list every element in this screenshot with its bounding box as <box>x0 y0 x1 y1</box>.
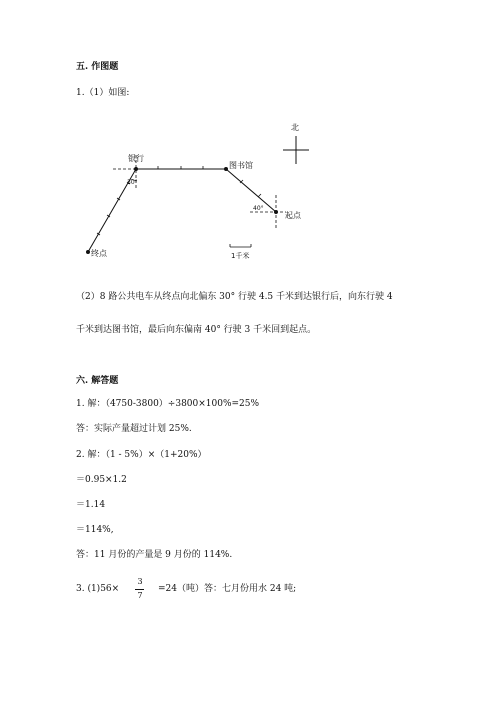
library-label: 图书馆 <box>229 161 253 170</box>
solution-3-suffix: =24（吨）答：七月份用水 24 吨; <box>158 584 297 594</box>
question-1-part2-line1: （2）8 路公共电车从终点向北偏东 30° 行驶 4.5 千米到达银行后，向东行驶 4 <box>76 292 393 302</box>
fraction-denominator: 7 <box>137 591 143 600</box>
solution-1: 1. 解：（4750-3800）÷3800×100%=25% <box>76 399 260 409</box>
solution-1-answer: 答：实际产量超过计划 25%. <box>76 424 192 434</box>
bank-label: 银行 <box>128 154 144 163</box>
end-label: 终点 <box>91 249 107 258</box>
compass-icon <box>283 136 309 164</box>
start-label: 起点 <box>285 211 301 220</box>
solution-2-step2: ＝1.14 <box>76 500 106 510</box>
section-heading-solutions: 六. 解答题 <box>76 376 119 386</box>
end-point <box>86 250 90 254</box>
bank-point <box>134 167 138 171</box>
fraction-numerator: 3 <box>137 577 143 586</box>
angle-bank-label: 30° <box>127 179 138 186</box>
question-1-part2-line2: 千米到达图书馆，最后向东偏南 40° 行驶 3 千米回到起点。 <box>76 325 317 335</box>
solution-2-step3: ＝114%, <box>76 525 114 535</box>
solution-3-prefix: 3. (1)56× <box>76 584 120 594</box>
solution-2-step1: ＝0.95×1.2 <box>76 475 127 485</box>
library-point <box>224 167 228 171</box>
solution-2: 2. 解：（1 - 5%）×（1+20%） <box>76 450 207 460</box>
scale-bar <box>230 244 251 247</box>
angle-start-label: 40° <box>253 205 264 212</box>
route-library-to-start <box>226 169 276 212</box>
fraction-bar <box>135 589 144 590</box>
solution-2-answer: 答：11 月份的产量是 9 月份的 114%. <box>76 550 233 560</box>
scale-ticks-lower <box>240 180 261 197</box>
start-point <box>274 210 278 214</box>
north-label: 北 <box>291 123 299 132</box>
question-1-label: 1.（1）如图: <box>76 88 130 98</box>
section-heading-drawing: 五. 作图题 <box>76 62 119 72</box>
scale-label: 1千米 <box>231 252 250 260</box>
